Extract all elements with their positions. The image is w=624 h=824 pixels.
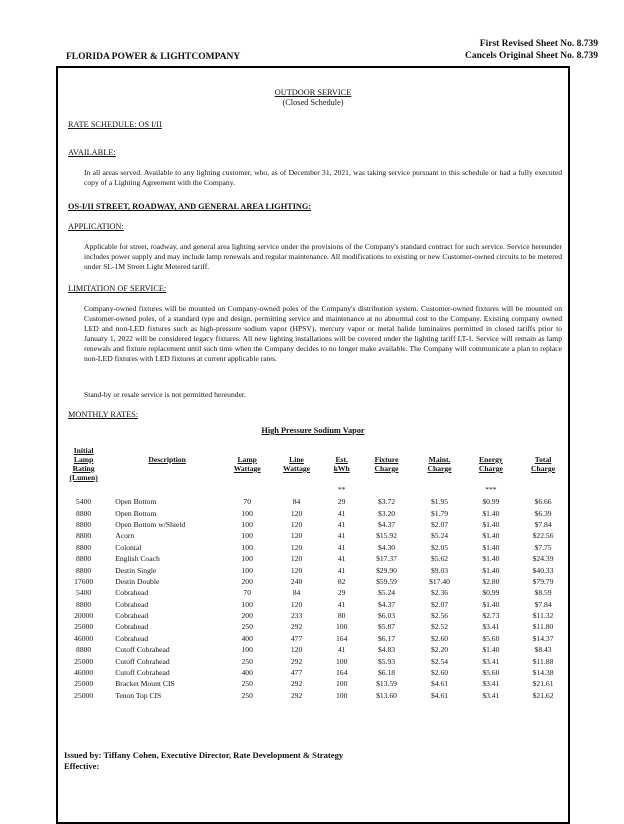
application-text: Applicable for street, roadway, and general area lighting service under the provisions of the Company's standard contract for such service. Service hereunder includes power supply and may include lamp renewals and regular maintenance. All modifications to existing or new Customer-owned circuits to be metered under SL-1M Street Light Metered tariff. (84, 242, 562, 271)
cell-line-wattage: 120 (290, 565, 303, 575)
cell-est-kwh: 164 (335, 668, 348, 678)
title-line1: OUTDOOR SERVICE (274, 88, 352, 97)
cell-total-charge: $6.39 (534, 508, 552, 518)
cell-energy-charge: $3.41 (482, 656, 500, 666)
cell-description: Cobrahead (115, 622, 149, 632)
cell-lamp-wattage: 250 (241, 690, 253, 700)
standby-text: Stand-by or resale service is not permitted hereunder. (84, 390, 246, 399)
cell-lamp-wattage: 100 (241, 645, 253, 655)
cell-lamp-wattage: 200 (241, 611, 253, 621)
rates-table (58, 438, 570, 701)
cell-lamp-wattage: 70 (243, 497, 251, 507)
cell-fixture-charge: $6.17 (377, 633, 396, 643)
cell-lamp-wattage: 100 (241, 565, 253, 575)
table-row (58, 678, 570, 689)
cell-line-wattage: 84 (292, 588, 301, 598)
table-row (58, 530, 570, 541)
table-header-row (58, 438, 570, 482)
cell-energy-charge: $0.99 (482, 497, 500, 507)
cell-energy-charge: $2.80 (482, 576, 500, 586)
footnote-marker-row (58, 482, 570, 496)
cell-maint-charge: $4.61 (430, 679, 449, 689)
cell-total-charge: $7.75 (534, 542, 552, 552)
cell-est-kwh: 100 (335, 690, 348, 700)
cell-lamp-wattage: 250 (241, 656, 253, 666)
cell-maint-charge: $2.36 (430, 588, 449, 598)
limitation-text: Company-owned fixtures will be mounted on Company-owned poles of the Company's distribution system. Customer-owned fixtures will be mounted on Customer-owned poles, of a standard type and design, permitting service and maintenance at no abnormal cost to the Company. Existing company owned LED and non-LED fixtures such as high-pressure sodium vapor (HPSV), mercury vapor or metal halide luminaires permitted in closed tariffs prior to January 1, 2022 will be considered legacy fixtures. All new lighting installations will be covered under the lighting tariff LT-1. Service will remain as lamp renewals and fixture replacement until such time when the Company decides to no longer make available. The Company will communicate a plan to replace non-LED fixtures with LED fixtures at current applicable rates. (84, 304, 562, 363)
cell-est-kwh: 41 (337, 554, 346, 564)
sheet-cancels: Cancels Original Sheet No. 8.739 (465, 51, 598, 61)
cell-est-kwh: 41 (337, 599, 346, 609)
cell-est-kwh: 100 (335, 679, 348, 689)
rates-table-body (58, 496, 570, 701)
cell-total-charge: $14.38 (532, 668, 554, 678)
cell-line-wattage: 292 (290, 690, 303, 700)
cell-maint-charge: $9.03 (430, 565, 449, 575)
cell-energy-charge: $5.60 (482, 633, 500, 643)
cell-description: Cobrahead (115, 633, 149, 643)
cell-description: Cobrahead (115, 611, 149, 621)
cell-maint-charge: $2.07 (430, 519, 449, 529)
cell-description: Cobrahead (115, 588, 149, 598)
col-description: Description (148, 455, 186, 464)
cell-total-charge: $8.43 (534, 645, 552, 655)
cell-lumen: 8800 (76, 519, 92, 529)
cell-lamp-wattage: 70 (243, 588, 251, 598)
cell-lumen: 8800 (76, 531, 92, 541)
cell-fixture-charge: $5.87 (377, 622, 396, 632)
cell-maint-charge: $5.62 (430, 554, 449, 564)
cell-fixture-charge: $17.37 (376, 554, 397, 564)
cell-fixture-charge: $4.37 (377, 599, 396, 609)
cell-total-charge: $7.84 (534, 599, 552, 609)
cell-energy-charge: $3.41 (482, 679, 500, 689)
cell-maint-charge: $4.61 (430, 690, 449, 700)
issued-by: Issued by: Tiffany Cohen, Executive Director, Rate Development & Strategy (64, 750, 344, 760)
cell-est-kwh: 41 (337, 645, 346, 655)
cell-maint-charge: $5.24 (430, 531, 449, 541)
monthly-rates-heading: MONTHLY RATES: (68, 410, 139, 419)
cell-est-kwh: 29 (337, 497, 346, 507)
cell-total-charge: $8.59 (534, 588, 552, 598)
cell-total-charge: $21.62 (532, 690, 554, 700)
cell-description: Cutoff Cobrahead (115, 668, 170, 678)
cell-lamp-wattage: 100 (241, 508, 253, 518)
cell-description: Open Bottom (115, 497, 157, 507)
cell-lumen: 8800 (76, 554, 92, 564)
cell-maint-charge: $2.54 (430, 656, 449, 666)
cell-lumen: 17600 (74, 576, 94, 586)
cell-fixture-charge: $4.37 (377, 519, 396, 529)
table-row (58, 553, 570, 564)
cell-lumen: 5400 (76, 497, 92, 507)
title-line2: (Closed Schedule) (282, 98, 344, 107)
cell-lumen: 20000 (74, 611, 94, 621)
cell-lamp-wattage: 100 (241, 519, 253, 529)
cell-description: Cutoff Cobrahead (115, 645, 170, 655)
cell-est-kwh: 29 (337, 588, 346, 598)
cell-line-wattage: 84 (292, 497, 301, 507)
cell-est-kwh: 41 (337, 542, 346, 552)
cell-fixture-charge: $6.03 (377, 611, 396, 621)
col-est-kwh: Est. kWh (333, 455, 350, 473)
cell-energy-charge: $1.40 (482, 599, 500, 609)
cell-line-wattage: 477 (290, 633, 303, 643)
document-title (58, 88, 568, 108)
cell-lumen: 8800 (76, 565, 92, 575)
cell-fixture-charge: $3.20 (377, 508, 396, 518)
cell-total-charge: $40.33 (532, 565, 554, 575)
cell-total-charge: $79.79 (532, 576, 554, 586)
table-row (58, 599, 570, 610)
cell-description: Colonial (115, 542, 142, 552)
available-text: In all areas served. Available to any lighting customer, who, as of December 31, 2021, was taking service pursuant to this schedule or had a fully executed copy of a Lighting Agreement with the Company. (84, 168, 562, 187)
table-row (58, 519, 570, 530)
table-row (58, 690, 570, 701)
cell-description: Acorn (115, 531, 135, 541)
effective-date: Effective: (64, 761, 100, 771)
sheet-number-block (465, 38, 598, 62)
cell-description: Tenon Top CIS (115, 690, 162, 700)
table-row (58, 542, 570, 553)
cell-est-kwh: 164 (335, 633, 348, 643)
cell-fixture-charge: $3.72 (377, 497, 396, 507)
table-row (58, 564, 570, 575)
cell-energy-charge: $1.40 (482, 531, 500, 541)
cell-lamp-wattage: 400 (241, 668, 253, 678)
cell-line-wattage: 120 (290, 645, 303, 655)
cell-line-wattage: 292 (290, 656, 303, 666)
cell-line-wattage: 120 (290, 519, 303, 529)
cell-fixture-charge: $6.18 (377, 668, 396, 678)
cell-line-wattage: 120 (290, 599, 303, 609)
cell-energy-charge: $5.60 (482, 668, 500, 678)
cell-line-wattage: 120 (290, 508, 303, 518)
cell-maint-charge: $2.20 (430, 645, 449, 655)
col-line-wattage: Line Wattage (283, 455, 311, 473)
cell-line-wattage: 477 (290, 668, 303, 678)
cell-est-kwh: 100 (335, 622, 348, 632)
cell-fixture-charge: $4.30 (377, 542, 396, 552)
cell-total-charge: $14.37 (532, 633, 554, 643)
cell-lamp-wattage: 250 (241, 679, 253, 689)
cell-fixture-charge: $29.90 (376, 565, 397, 575)
cell-maint-charge: $2.60 (430, 668, 449, 678)
cell-fixture-charge: $5.24 (377, 588, 396, 598)
cell-lamp-wattage: 100 (241, 599, 253, 609)
cell-maint-charge: $2.56 (430, 611, 449, 621)
cell-line-wattage: 292 (290, 622, 303, 632)
cell-description: Bracket Mount CIS (115, 679, 175, 689)
cell-fixture-charge: $13.59 (376, 679, 397, 689)
cell-total-charge: $7.84 (534, 519, 552, 529)
cell-fixture-charge: $15.92 (376, 531, 397, 541)
table-row (58, 633, 570, 644)
cell-lumen: 46000 (74, 668, 94, 678)
cell-lumen: 25000 (74, 656, 94, 666)
cell-energy-charge: $1.40 (482, 519, 500, 529)
cell-lamp-wattage: 250 (241, 622, 253, 632)
cell-est-kwh: 41 (337, 508, 346, 518)
cell-description: English Coach (115, 554, 160, 564)
cell-fixture-charge: $13.60 (376, 690, 397, 700)
table-row (58, 587, 570, 598)
table-row (58, 655, 570, 666)
cell-est-kwh: 80 (337, 611, 346, 621)
tariff-sheet-border (56, 66, 570, 824)
cell-lumen: 46000 (74, 633, 94, 643)
cell-lumen: 8800 (76, 508, 92, 518)
cell-maint-charge: $2.52 (430, 622, 449, 632)
cell-maint-charge: $17.40 (429, 576, 450, 586)
cell-lumen: 5400 (76, 588, 92, 598)
col-fixture-charge: Fixture Charge (374, 455, 399, 473)
table-row (58, 507, 570, 518)
cell-est-kwh: 41 (337, 531, 346, 541)
cell-energy-charge: $1.40 (482, 554, 500, 564)
energy-footnote-marker: *** (485, 484, 497, 494)
col-total-charge: Total Charge (531, 455, 556, 473)
cell-lamp-wattage: 100 (241, 554, 253, 564)
table-row (58, 667, 570, 678)
cell-energy-charge: $1.40 (482, 542, 500, 552)
cell-total-charge: $6.66 (534, 497, 552, 507)
cell-lumen: 8800 (76, 542, 92, 552)
cell-maint-charge: $2.60 (430, 633, 449, 643)
sheet-revised: First Revised Sheet No. 8.739 (479, 39, 598, 49)
col-maint-charge: Maint. Charge (427, 455, 452, 473)
cell-line-wattage: 120 (290, 531, 303, 541)
table-row (58, 621, 570, 632)
cell-description: Destin Double (115, 576, 160, 586)
cell-lumen: 25000 (74, 690, 94, 700)
kwh-footnote-marker: ** (337, 484, 346, 494)
cell-maint-charge: $2.07 (430, 599, 449, 609)
table-row (58, 644, 570, 655)
cell-lamp-wattage: 100 (241, 531, 253, 541)
application-heading: APPLICATION: (68, 222, 124, 231)
cell-est-kwh: 82 (337, 576, 346, 586)
cell-est-kwh: 100 (335, 656, 348, 666)
cell-maint-charge: $1.95 (430, 497, 449, 507)
cell-total-charge: $24.39 (532, 554, 554, 564)
available-heading: AVAILABLE: (68, 148, 116, 157)
cell-description: Open Bottom w/Shield (115, 519, 186, 529)
cell-total-charge: $21.61 (532, 679, 554, 689)
col-lamp-wattage: Lamp Wattage (233, 455, 261, 473)
cell-fixture-charge: $59.59 (376, 576, 397, 586)
rate-schedule: RATE SCHEDULE: OS I/II (68, 120, 162, 129)
col-initial-lamp-rating: Initial Lamp Rating (Lumen) (69, 446, 98, 482)
cell-energy-charge: $1.40 (482, 565, 500, 575)
cell-line-wattage: 240 (290, 576, 303, 586)
table-row (58, 610, 570, 621)
cell-line-wattage: 292 (290, 679, 303, 689)
cell-description: Destin Single (115, 565, 157, 575)
cell-energy-charge: $0.99 (482, 588, 500, 598)
cell-energy-charge: $1.40 (482, 645, 500, 655)
cell-fixture-charge: $5.93 (377, 656, 396, 666)
cell-maint-charge: $1.79 (430, 508, 449, 518)
cell-energy-charge: $1.40 (482, 508, 500, 518)
cell-energy-charge: $3.41 (482, 622, 500, 632)
table-title: High Pressure Sodium Vapor (261, 426, 365, 435)
cell-description: Open Bottom (115, 508, 157, 518)
cell-lamp-wattage: 100 (241, 542, 253, 552)
cell-line-wattage: 120 (290, 554, 303, 564)
cell-description: Cobrahead (115, 599, 149, 609)
cell-total-charge: $11.88 (532, 656, 554, 666)
cell-line-wattage: 120 (290, 542, 303, 552)
cell-lumen: 8800 (76, 599, 92, 609)
cell-total-charge: $11.32 (532, 611, 554, 621)
cell-lamp-wattage: 200 (241, 576, 253, 586)
cell-est-kwh: 41 (337, 565, 346, 575)
cell-est-kwh: 41 (337, 519, 346, 529)
cell-energy-charge: $2.73 (482, 611, 500, 621)
cell-total-charge: $22.56 (532, 531, 554, 541)
cell-lamp-wattage: 400 (241, 633, 253, 643)
footer (64, 750, 343, 772)
section-heading: OS-I/II STREET, ROADWAY, AND GENERAL AREA LIGHTING: (68, 202, 312, 211)
cell-line-wattage: 233 (290, 611, 303, 621)
col-energy-charge: Energy Charge (478, 455, 503, 473)
cell-total-charge: $11.80 (532, 622, 554, 632)
limitation-heading: LIMITATION OF SERVICE: (68, 284, 167, 293)
cell-lumen: 25000 (74, 679, 94, 689)
cell-fixture-charge: $4.83 (377, 645, 396, 655)
cell-description: Cutoff Cobrahead (115, 656, 170, 666)
company-name: FLORIDA POWER & LIGHTCOMPANY (66, 52, 241, 62)
cell-lumen: 8800 (76, 645, 92, 655)
cell-lumen: 25000 (74, 622, 94, 632)
table-row (58, 576, 570, 587)
table-row (58, 496, 570, 507)
cell-maint-charge: $2.05 (430, 542, 449, 552)
cell-energy-charge: $3.41 (482, 690, 500, 700)
